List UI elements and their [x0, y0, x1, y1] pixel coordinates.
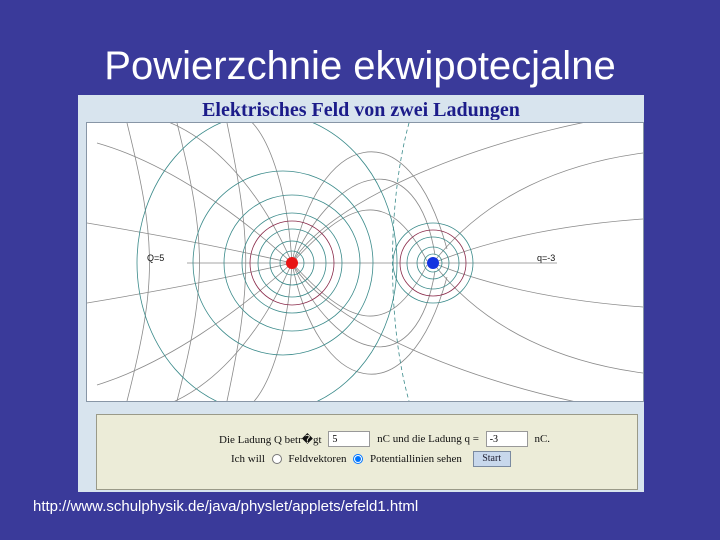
negative-charge[interactable]: [427, 257, 439, 269]
charge-left-label: Q=5: [147, 253, 165, 263]
slide-title: Powierzchnie ekwipotecjalne: [104, 44, 616, 88]
charge-unit-label: nC.: [534, 433, 551, 445]
positive-charge[interactable]: [286, 257, 298, 269]
field-vectors-radio[interactable]: [272, 454, 282, 464]
applet-window: [78, 95, 644, 492]
field-vectors-label: Feldvektoren: [288, 453, 347, 465]
field-diagram: [87, 123, 643, 401]
mode-row: [231, 451, 511, 467]
charge-q2-label: nC und die Ladung q =: [377, 433, 479, 445]
mode-intro-label: Ich will: [231, 453, 265, 465]
source-url[interactable]: http://www.schulphysik.de/java/physlet/applets/efeld1.html: [33, 498, 419, 515]
field-plot[interactable]: [86, 122, 644, 402]
charge-q-input[interactable]: [328, 431, 370, 447]
potential-lines-radio[interactable]: [353, 454, 363, 464]
applet-title: Elektrisches Feld von zwei Ladungen: [202, 99, 520, 120]
charge-input-row: [219, 431, 550, 447]
control-panel: [96, 414, 638, 490]
charge-q2-input[interactable]: [486, 431, 528, 447]
start-button[interactable]: Start: [473, 451, 511, 467]
potential-lines-label: Potentiallinien sehen: [369, 453, 462, 465]
charge-right-label: q=-3: [537, 253, 556, 263]
charge-q-label: Die Ladung Q betr�gt: [219, 433, 322, 446]
